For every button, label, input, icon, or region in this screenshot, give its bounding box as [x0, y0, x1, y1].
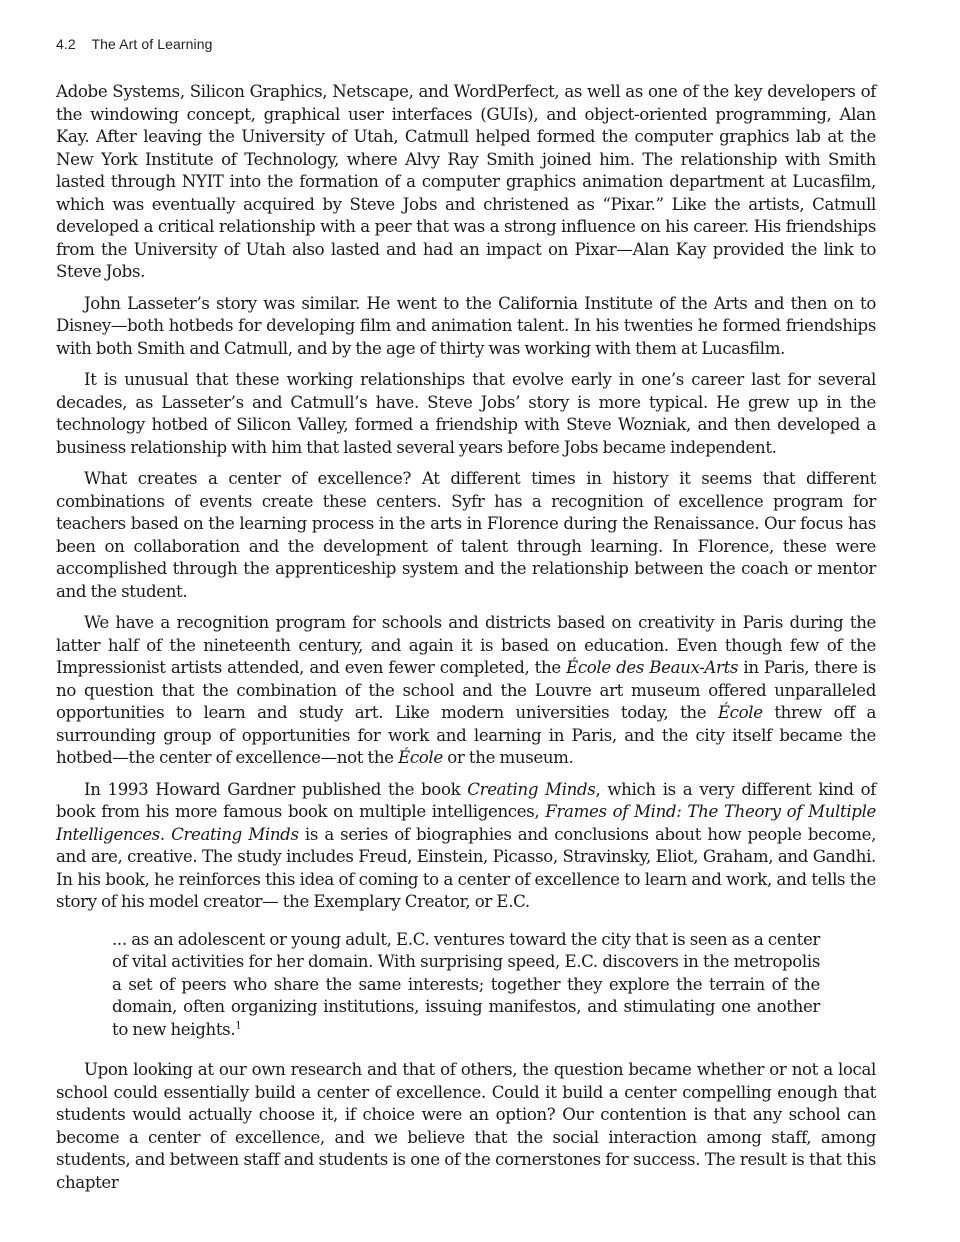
body-text — [56, 81, 876, 1203]
paragraph-paris-recognition: We have a recognition program for schools and districts based on creativity in Paris during the latter half of the nineteenth century, and again it is based on education. Even though few of the Impressionist artists attended, and even fewer completed, the École des Beaux-Arts in Paris, there is no question that the combination of the school and the Louvre art museum offered unparalleled opportunities to learn and study art. Like modern universities today, the École threw off a surrounding group of opportunities for work and learning in Paris, and the city itself became the hotbed—the center of excellence—not the École or the museum. — [56, 613, 876, 767]
paragraph-local-school: Upon looking at our own research and that of others, the question became whether or not a local school could essentially build a center of excellence. Could it build a center compelling enough that students would actually choose it, if choice were an option? Our contention is that any school can become a center of excellence, and we believe that the social interaction among staff, among students, and between staff and students is one of the cornerstones for success. The result is that this chapter — [56, 1060, 876, 1192]
footnote-reference[interactable]: 1 — [235, 1019, 242, 1031]
paragraph-center-of-excellence: What creates a center of excellence? At different times in history it seems that different combinations of events create these centers. Syfr has a recognition of excellence program for teachers based on the learning process in the arts in Florence during the Renaissance. Our focus has been on collaboration and the development of talent through learning. In Florence, these were accomplished through the apprenticeship system and the relationship between the coach or mentor and the student. — [56, 469, 876, 601]
chapter-title: The Art of Learning — [91, 36, 213, 52]
block-quote: ... as an adolescent or young adult, E.C. ventures toward the city that is seen as a center of vital activities for her domain. With surprising speed, E.C. discovers in the metropolis a set of peers who share the same interests; together they explore the terrain of the domain, often organizing institutions, issuing manifestos, and stimulating one another to new heights.$^1$ — [112, 929, 820, 1039]
paragraph-catmull-relationships: Adobe Systems, Silicon Graphics, Netscape, and WordPerfect, as well as one of the key developers of the windowing concept, graphical user interfaces (GUIs), and object-oriented programming, Alan Kay. After leaving the University of Utah, Catmull helped formed the computer graphics lab at the New York Institute of Technology, where Alvy Ray Smith joined him. The relationship with Smith lasted through NYIT into the formation of a computer graphics animation department at Lucasfilm, which was eventually acquired by Steve Jobs and christened as “Pixar.” Like the artists, Catmull developed a critical relationship with a peer that was a strong influence on his career. His friendships from the University of Utah also lasted and had an impact on Pixar—Alan Kay provided the link to Steve Jobs. — [56, 82, 876, 281]
paragraph-gardner-creating-minds: In 1993 Howard Gardner published the book Creating Minds, which is a very different kind of book from his more famous book on multiple intelligences, Frames of Mind: The Theory of Multiple Intelligences. Creating Minds is a series of biographies and conclusions about how people become, and are, creative. The study includes Freud, Einstein, Picasso, Stravinsky, Eliot, Graham, and Gandhi. In his book, he reinforces this idea of coming to a center of excellence to learn and work, and tells the story of his model creator— the Exemplary Creator, or E.C. — [56, 779, 877, 911]
paragraph-working-relationships: It is unusual that these working relationships that evolve early in one’s career last for several decades, as Lasseter’s and Catmull’s have. Steve Jobs’ story is more typical. He grew up in the technology hotbed of Silicon Valley, formed a friendship with Steve Wozniak, and then developed a business relationship with him that lasted several years before Jobs became independent. — [56, 370, 876, 457]
running-head — [56, 36, 213, 52]
page-number: 4.2 — [56, 36, 76, 52]
paragraph-lasseter-story: John Lasseter’s story was similar. He went to the California Institute of the Arts and then on to Disney—both hotbeds for developing film and animation talent. In his twenties he formed friendships with both Smith and Catmull, and by the age of thirty was working with them at Lucasfilm. — [56, 293, 876, 358]
